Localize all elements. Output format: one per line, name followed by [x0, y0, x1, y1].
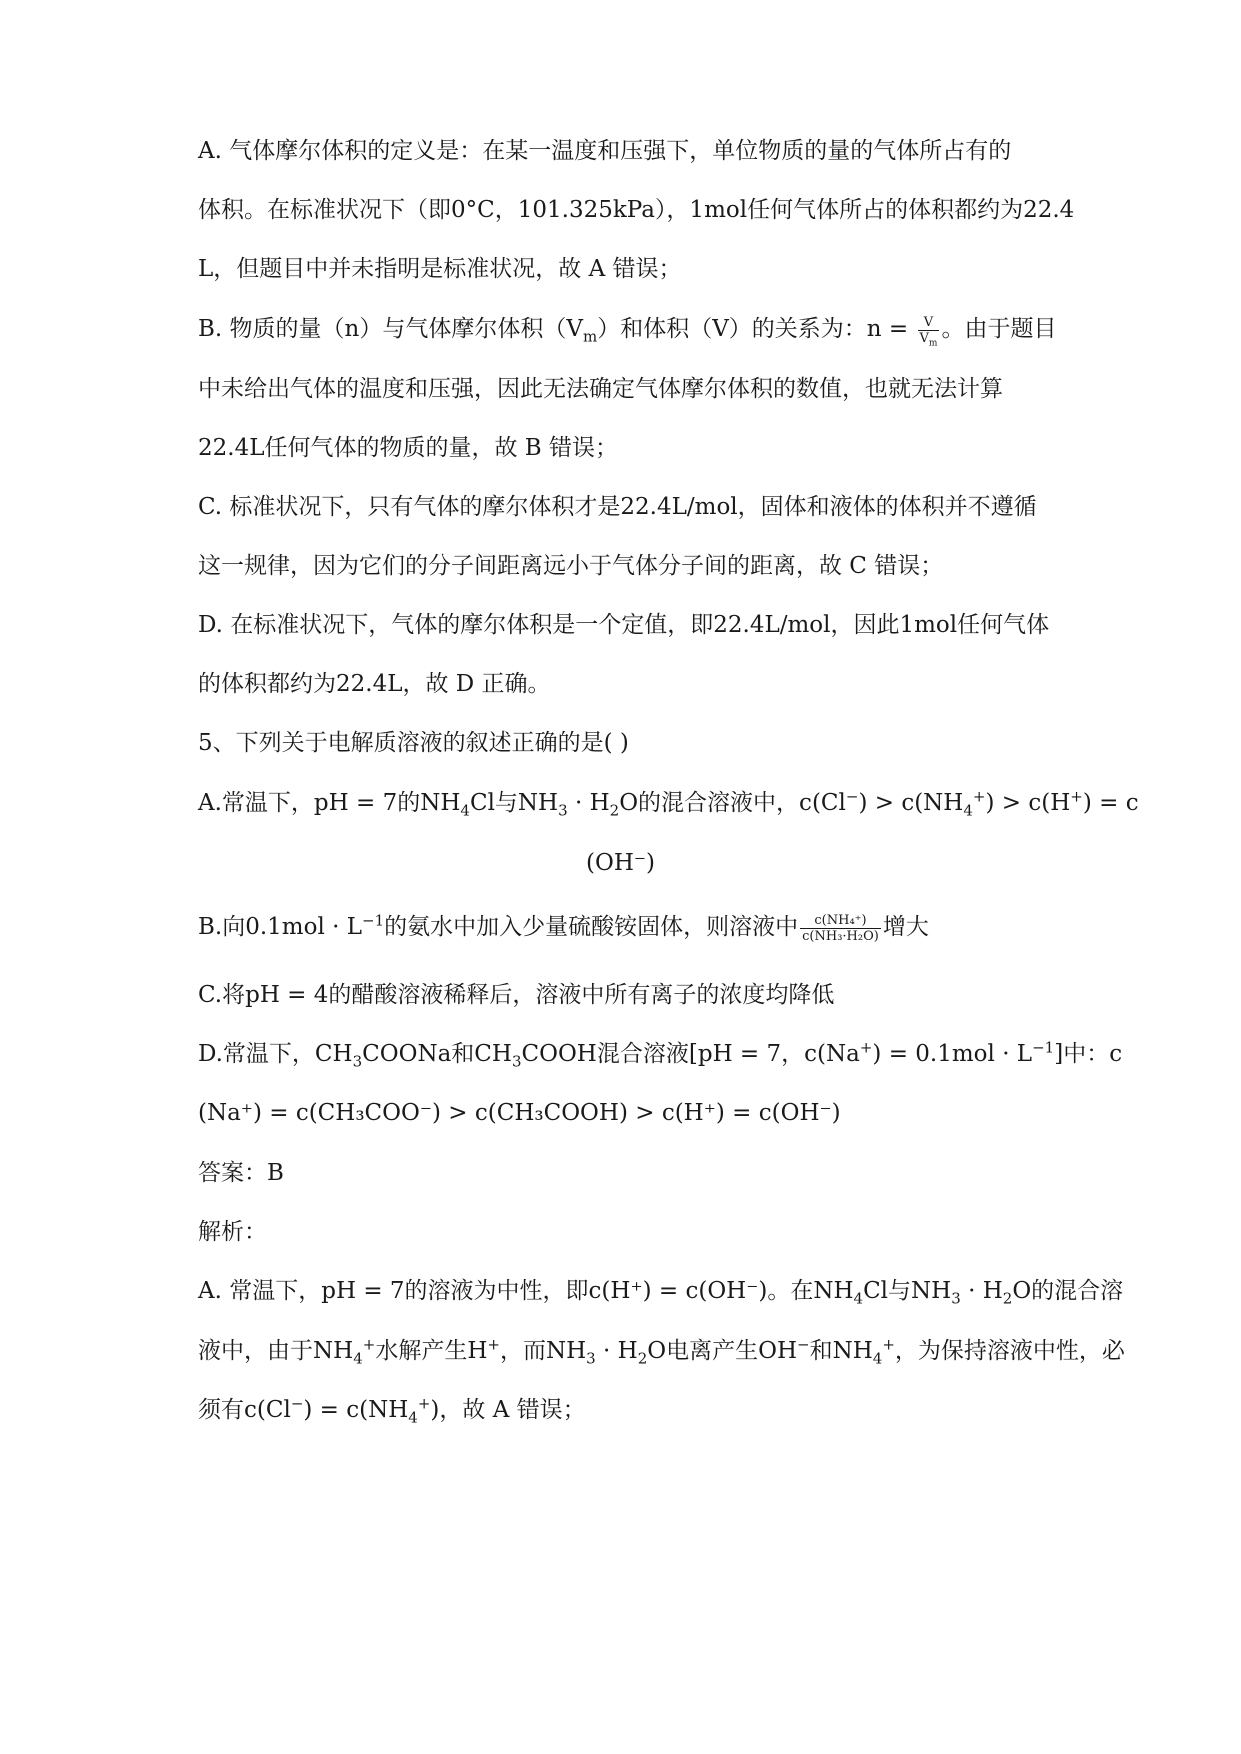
text-line: 中未给出气体的温度和压强，因此无法确定气体摩尔体积的数值，也就无法计算: [198, 376, 1003, 402]
question-title: 5、下列关于电解质溶液的叙述正确的是( ): [198, 730, 629, 756]
analysis-a-line3: 须有$c(Cl^-) = c(NH_4^+)$，故 A 错误；: [198, 1394, 586, 1427]
text-line: C. 标准状况下，只有气体的摩尔体积才是22.4L/mol，固体和液体的体积并不遵循: [198, 494, 1037, 520]
text-line: 22.4L任何气体的物质的量，故 B 错误；: [198, 435, 619, 461]
text-line: A. 气体摩尔体积的定义是：在某一温度和压强下，单位物质的量的气体所占有的: [198, 138, 1012, 164]
option-a: A.常温下，pH = 7的$NH_4Cl$与$NH_3 \cdot H_2O$的混合溶液中，$c(Cl^-) > c(NH_4^+) > c(H^+) = c$: [198, 787, 1139, 820]
answer-label: 答案：B: [198, 1160, 284, 1186]
text-line: D. 在标准状况下，气体的摩尔体积是一个定值，即22.4L/mol，因此1mol任何气体: [198, 612, 1050, 638]
fraction-v-over-vm: $\frac{V}{V_m}$: [919, 314, 938, 349]
analysis-a-line2: 液中，由于$NH_4^+$水解产生H+，而$NH_3 \cdot H_2O$电离产生OH−和$NH_4^+$，为保持溶液中性，必: [198, 1335, 1125, 1368]
text-line: 这一规律，因为它们的分子间距离远小于气体分子间的距离，故 C 错误；: [198, 553, 944, 579]
analysis-a-line1: A. 常温下，pH = 7的溶液为中性，即c(H⁺) = c(OH⁻)。在$NH_4Cl$与$NH_3 \cdot H_2O$的混合溶: [198, 1278, 1124, 1308]
text-line-b1: B. 物质的量（n）与气体摩尔体积$(V_m)$和体积（V）的关系为：n = $\frac{V}{V_m}$ 。由于题目: [198, 314, 1057, 349]
option-d-continuation: (Na⁺) = c(CH₃COO⁻) > c(CH₃COOH) > c(H⁺) = c(OH⁻): [198, 1100, 841, 1126]
option-d: D.常温下，$CH_3COONa$和$CH_3COOH$混合溶液[pH = 7，$c(Na^+) = 0.1mol \cdot L^{-1}$]中：c: [198, 1038, 1123, 1071]
fraction-ratio: $\frac{\text{c(NH₄⁺)}}{\text{c(NH₃·H₂O)}}$: [802, 912, 879, 944]
option-c: C.将pH = 4的醋酸溶液稀释后，溶液中所有离子的浓度均降低: [198, 982, 835, 1008]
text-line: 体积。在标准状况下（即0°C，101.325kPa），1mol任何气体所占的体积都约为22.4: [198, 197, 1075, 223]
text-line: L，但题目中并未指明是标准状况，故 A 错误；: [198, 256, 682, 282]
text-line: 的体积都约为22.4L，故 D 正确。: [198, 671, 551, 697]
option-a-continuation: (OH⁻): [586, 850, 655, 876]
analysis-label: 解析：: [198, 1219, 267, 1245]
option-b: B.向$0.1mol \cdot L^{-1}$的氨水中加入少量硫酸铵固体，则溶液中 $\frac{\text{c(NH₄⁺)}}{\text{c(NH₃·H₂O)}}$ 增大: [198, 911, 929, 944]
